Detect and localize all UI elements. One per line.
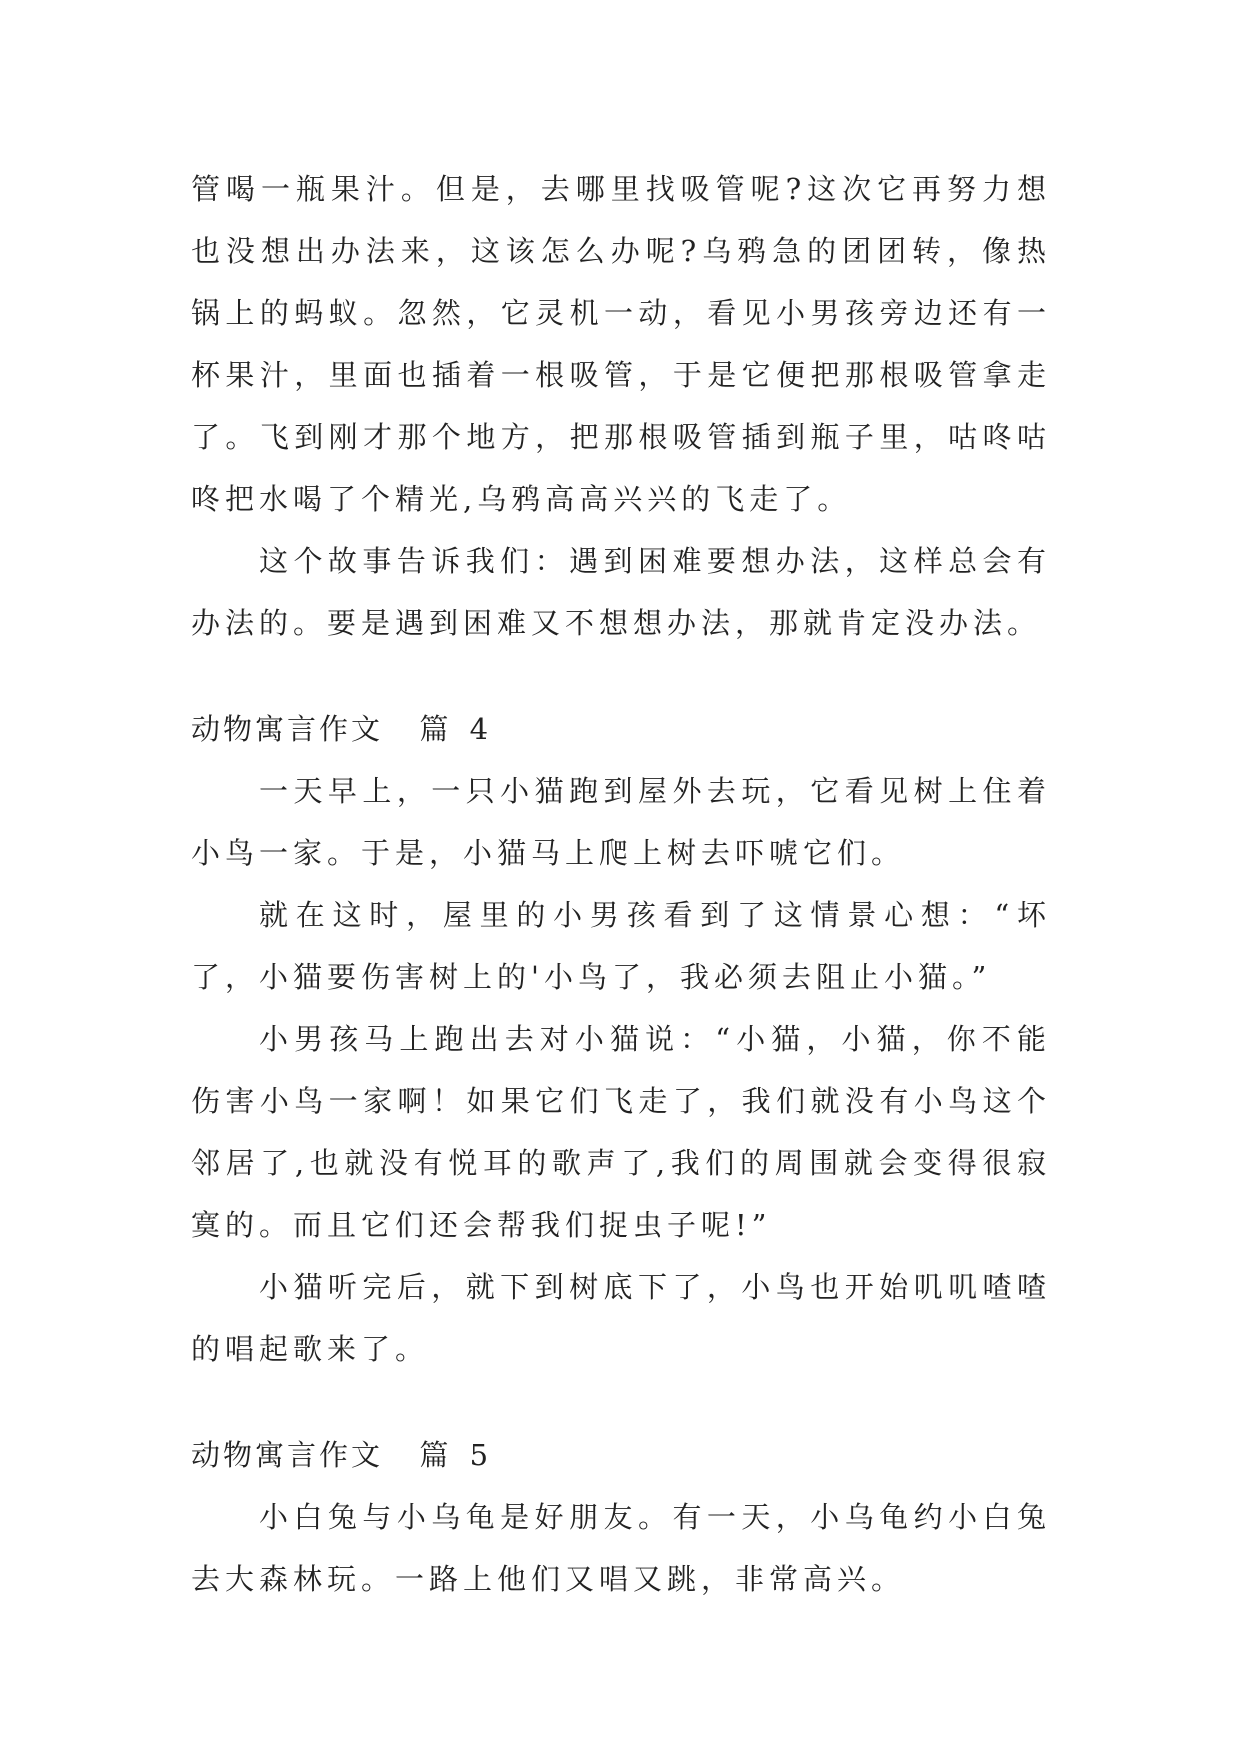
- story-paragraph: 小白兔与小乌龟是好朋友。有一天，小乌龟约小白兔去大森林玩。一路上他们又唱又跳，非常高兴。: [191, 1500, 1051, 1596]
- section-heading: 动物寓言作文 篇 4: [191, 712, 492, 746]
- story-paragraph: 就在这时，屋里的小男孩看到了这情景心想：“坏了，小猫要伤害树上的'小鸟了，我必须去阻止小猫。”: [191, 898, 1051, 994]
- story-paragraph: 小猫听完后，就下到树底下了，小鸟也开始叽叽喳喳的唱起歌来了。: [191, 1270, 1051, 1366]
- story-moral-paragraph: 这个故事告诉我们：遇到困难要想办法，这样总会有办法的。要是遇到困难又不想想办法，那就肯定没办法。: [191, 544, 1051, 640]
- story-paragraph: 一天早上，一只小猫跑到屋外去玩，它看见树上住着小鸟一家。于是，小猫马上爬上树去吓唬它们。: [191, 774, 1051, 870]
- document-body: [191, 158, 1051, 1610]
- section-heading: 动物寓言作文 篇 5: [191, 1438, 492, 1472]
- story-paragraph: 管喝一瓶果汁。但是，去哪里找吸管呢?这次它再努力想也没想出办法来，这该怎么办呢?乌鸦急的团团转，像热锅上的蚂蚁。忽然，它灵机一动，看见小男孩旁边还有一杯果汁，里面也插着一根吸管，于是它便把那根吸管拿走了。飞到刚才那个地方，把那根吸管插到瓶子里，咕咚咕咚把水喝了个精光,乌鸦高高兴兴的飞走了。: [191, 172, 1051, 516]
- story-paragraph: 小男孩马上跑出去对小猫说：“小猫，小猫，你不能伤害小鸟一家啊！如果它们飞走了，我们就没有小鸟这个邻居了,也就没有悦耳的歌声了,我们的周围就会变得很寂寞的。而且它们还会帮我们捉虫子呢!”: [191, 1022, 1051, 1242]
